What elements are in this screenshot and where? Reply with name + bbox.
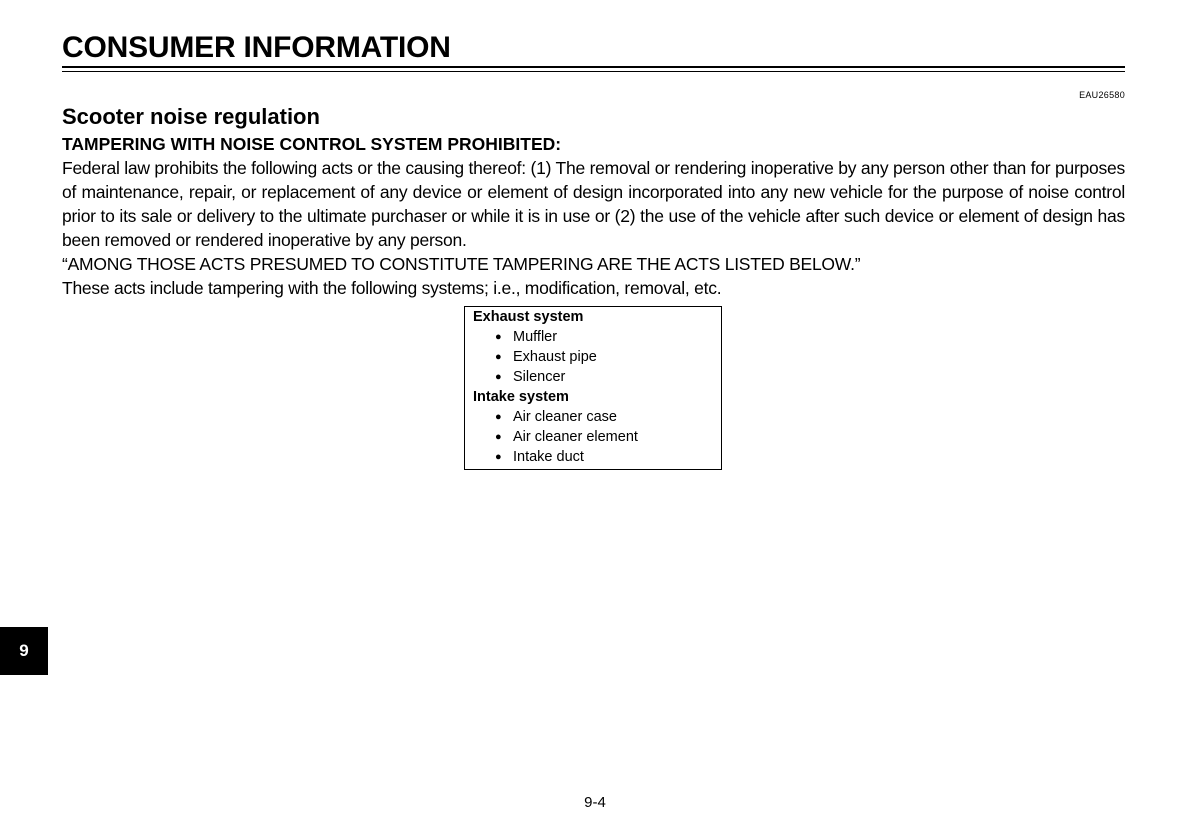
bullet-icon: ● <box>495 431 502 443</box>
list-item-label: Air cleaner element <box>513 429 638 445</box>
federal-law-paragraph: Federal law prohibits the following acts or the causing thereof: (1) The removal or rendering inoperative by any person other than for purposes of maintenance, repair, or replacement of any device or element of design incorporated into any new vehicle for the purpose of noise control prior to its sale or delivery to the ultimate purchaser or while it is in use or (2) the use of the vehicle after such device or element of design has been removed or rendered inoperative by any person. <box>62 158 1125 250</box>
bullet-icon: ● <box>495 411 502 423</box>
intake-system-list <box>473 407 721 467</box>
list-item-label: Air cleaner case <box>513 409 617 425</box>
list-item <box>473 447 721 467</box>
page-header <box>62 30 1125 72</box>
page-title: CONSUMER INFORMATION <box>62 31 451 64</box>
bullet-icon: ● <box>495 451 502 463</box>
chapter-tab: 9 <box>0 627 48 675</box>
section-subtitle: TAMPERING WITH NOISE CONTROL SYSTEM PROHIBITED: <box>62 134 562 154</box>
list-item <box>473 327 721 347</box>
list-item <box>473 347 721 367</box>
list-item-label: Exhaust pipe <box>513 349 597 365</box>
list-item <box>473 427 721 447</box>
systems-intro: These acts include tampering with the following systems; i.e., modification, removal, etc. <box>62 278 722 298</box>
intake-system-heading: Intake system <box>473 389 569 405</box>
bullet-icon: ● <box>495 331 502 343</box>
tampering-quote: “AMONG THOSE ACTS PRESUMED TO CONSTITUTE TAMPERING ARE THE ACTS LISTED BELOW.” <box>62 254 861 274</box>
bullet-icon: ● <box>495 371 502 383</box>
section-title: Scooter noise regulation <box>62 104 320 129</box>
list-item-label: Intake duct <box>513 449 584 465</box>
list-item <box>473 367 721 387</box>
systems-box <box>464 306 722 470</box>
exhaust-system-list <box>473 327 721 387</box>
list-item-label: Muffler <box>513 329 558 345</box>
header-rule <box>62 66 1125 72</box>
main-content <box>62 102 1125 300</box>
reference-code: EAU26580 <box>1079 90 1125 100</box>
page-number: 9-4 <box>584 794 606 811</box>
list-item <box>473 407 721 427</box>
exhaust-system-heading: Exhaust system <box>473 309 584 325</box>
bullet-icon: ● <box>495 351 502 363</box>
list-item-label: Silencer <box>513 369 566 385</box>
